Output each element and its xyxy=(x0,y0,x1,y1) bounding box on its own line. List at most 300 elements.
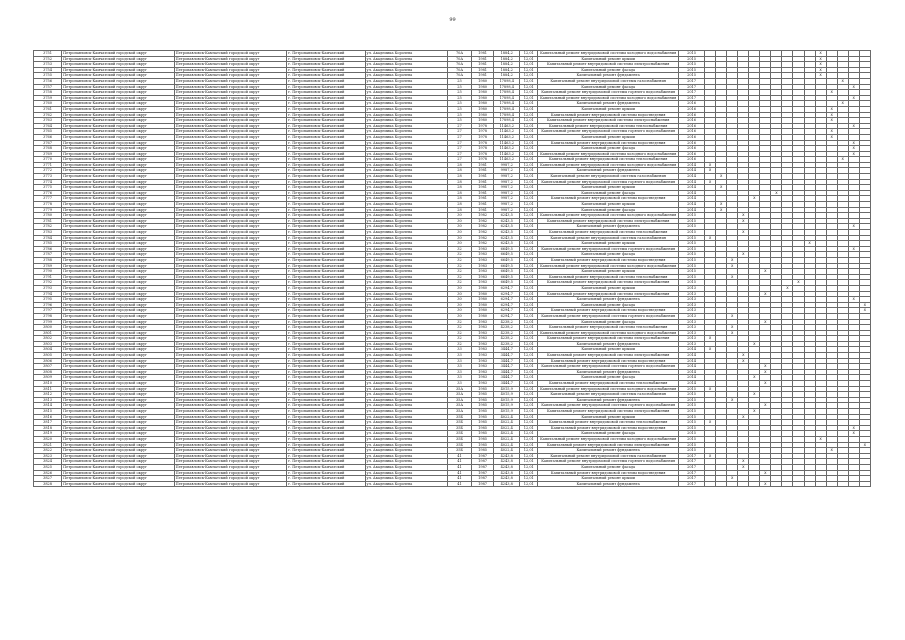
build-year-cell: 1982 xyxy=(472,224,494,230)
municipality-cell: Петропавловск-Камчатский городской округ xyxy=(62,313,175,319)
municipality-cell: Петропавловск-Камчатский городской округ xyxy=(174,274,287,280)
municipality-cell: Петропавловск-Камчатский городской округ xyxy=(62,285,175,291)
street-cell: ул. Академика Королева xyxy=(365,162,447,168)
empty-mark-cell xyxy=(859,481,870,487)
city-cell: г. Петропавловск-Камчатский xyxy=(287,358,365,364)
house-number-cell: 32 xyxy=(447,325,471,331)
rate-cell: 12,01 xyxy=(520,375,538,381)
x-mark-cell: X xyxy=(727,476,738,482)
year-cell: 2015 xyxy=(679,230,705,236)
work-type-cell: Капитальный ремонт внутридомовой системы газоснабжения xyxy=(538,453,679,459)
rate-cell: 12,01 xyxy=(520,302,538,308)
city-cell: г. Петропавловск-Камчатский xyxy=(287,78,365,84)
x-mark-cell: X xyxy=(760,319,771,325)
city-cell: г. Петропавловск-Камчатский xyxy=(287,308,365,314)
street-cell: ул. Академика Королева xyxy=(365,230,447,236)
area-cell: 11463,2 xyxy=(494,129,520,135)
municipality-cell: Петропавловск-Камчатский городской округ xyxy=(174,336,287,342)
house-number-cell: 25 xyxy=(447,84,471,90)
municipality-cell: Петропавловск-Камчатский городской округ xyxy=(174,476,287,482)
area-cell: 4243,8 xyxy=(494,453,520,459)
build-year-cell: 1987 xyxy=(472,459,494,465)
street-cell: ул. Академика Королева xyxy=(365,67,447,73)
house-number-cell: 35Б xyxy=(447,442,471,448)
x-mark-cell: X xyxy=(749,409,760,415)
empty-mark-cell xyxy=(705,481,716,487)
x-mark-cell: X xyxy=(793,280,804,286)
rate-cell: 12,01 xyxy=(520,213,538,219)
street-cell: ул. Академика Королева xyxy=(365,392,447,398)
area-cell: 6294,7 xyxy=(494,302,520,308)
street-cell: ул. Академика Королева xyxy=(365,353,447,359)
area-cell: 1884,2 xyxy=(494,56,520,62)
work-type-cell: Капитальный ремонт крыши xyxy=(538,106,679,112)
municipality-cell: Петропавловск-Камчатский городской округ xyxy=(174,470,287,476)
city-cell: г. Петропавловск-Камчатский xyxy=(287,51,365,57)
x-mark-cell: X xyxy=(837,101,848,107)
street-cell: ул. Академика Королева xyxy=(365,425,447,431)
x-mark-cell: X xyxy=(848,84,859,90)
house-number-cell: 27 xyxy=(447,129,471,135)
area-cell: 4015,9 xyxy=(494,386,520,392)
x-mark-cell: X xyxy=(716,207,727,213)
row-id-cell: 3779 xyxy=(34,207,62,213)
year-cell: 2016 xyxy=(679,129,705,135)
municipality-cell: Петропавловск-Камчатский городской округ xyxy=(62,90,175,96)
build-year-cell: 1983 xyxy=(472,358,494,364)
street-cell: ул. Академика Королева xyxy=(365,263,447,269)
x-mark-cell: X xyxy=(815,67,826,73)
street-cell: ул. Академика Королева xyxy=(365,62,447,68)
street-cell: ул. Академика Королева xyxy=(365,470,447,476)
row-id-cell: 3781 xyxy=(34,218,62,224)
year-cell: 2015 xyxy=(679,218,705,224)
house-number-cell: 32 xyxy=(447,341,471,347)
build-year-cell: 1982 xyxy=(472,230,494,236)
house-number-cell: 27 xyxy=(447,140,471,146)
area-cell: 1884,2 xyxy=(494,73,520,79)
area-cell: 11463,2 xyxy=(494,123,520,129)
municipality-cell: Петропавловск-Камчатский городской округ xyxy=(174,291,287,297)
municipality-cell: Петропавловск-Камчатский городской округ xyxy=(62,269,175,275)
work-type-cell: Капитальный ремонт внутридомовой системы холодного водоснабжения xyxy=(538,436,679,442)
city-cell: г. Петропавловск-Камчатский xyxy=(287,336,365,342)
row-id-cell: 3821 xyxy=(34,442,62,448)
street-cell: ул. Академика Королева xyxy=(365,252,447,258)
build-year-cell: 1978 xyxy=(472,157,494,163)
area-cell: 4243,8 xyxy=(494,470,520,476)
build-year-cell: 1980 xyxy=(472,313,494,319)
city-cell: г. Петропавловск-Камчатский xyxy=(287,179,365,185)
municipality-cell: Петропавловск-Камчатский городской округ xyxy=(62,403,175,409)
row-id-cell: 3787 xyxy=(34,252,62,258)
rate-cell: 12,01 xyxy=(520,319,538,325)
street-cell: ул. Академика Королева xyxy=(365,325,447,331)
rate-cell: 12,01 xyxy=(520,358,538,364)
build-year-cell: 1980 xyxy=(472,84,494,90)
city-cell: г. Петропавловск-Камчатский xyxy=(287,269,365,275)
municipality-cell: Петропавловск-Камчатский городской округ xyxy=(62,235,175,241)
area-cell: 4015,9 xyxy=(494,403,520,409)
rate-cell: 12,01 xyxy=(520,90,538,96)
city-cell: г. Петропавловск-Камчатский xyxy=(287,146,365,152)
year-cell: 2015 xyxy=(679,235,705,241)
build-year-cell: 1982 xyxy=(472,218,494,224)
area-cell: 4238,2 xyxy=(494,325,520,331)
work-type-cell: Капитальный ремонт внутридомовой системы водоотведения xyxy=(538,308,679,314)
row-id-cell: 3804 xyxy=(34,347,62,353)
house-number-cell: 33 xyxy=(447,347,471,353)
empty-mark-cell xyxy=(804,481,815,487)
year-cell: 2014 xyxy=(679,162,705,168)
work-type-cell: Капитальный ремонт внутридомовой системы горячего водоснабжения xyxy=(538,179,679,185)
house-number-cell: 28 xyxy=(447,202,471,208)
build-year-cell: 1983 xyxy=(472,369,494,375)
rate-cell: 12,01 xyxy=(520,174,538,180)
rate-cell: 12,01 xyxy=(520,381,538,387)
street-cell: ул. Академика Королева xyxy=(365,308,447,314)
municipality-cell: Петропавловск-Камчатский городской округ xyxy=(62,369,175,375)
rate-cell: 12,01 xyxy=(520,409,538,415)
row-id-cell: 3825 xyxy=(34,464,62,470)
row-id-cell: 3793 xyxy=(34,285,62,291)
municipality-cell: Петропавловск-Камчатский городской округ xyxy=(174,381,287,387)
street-cell: ул. Академика Королева xyxy=(365,168,447,174)
municipality-cell: Петропавловск-Камчатский городской округ xyxy=(174,134,287,140)
street-cell: ул. Академика Королева xyxy=(365,179,447,185)
empty-mark-cell xyxy=(738,481,749,487)
municipality-cell: Петропавловск-Камчатский городской округ xyxy=(174,185,287,191)
municipality-cell: Петропавловск-Камчатский городской округ xyxy=(62,134,175,140)
street-cell: ул. Академика Королева xyxy=(365,364,447,370)
row-id-cell: 3822 xyxy=(34,448,62,454)
area-cell: 4022,4 xyxy=(494,448,520,454)
work-type-cell: Капитальный ремонт внутридомовой системы электроснабжения xyxy=(538,336,679,342)
build-year-cell: 1980 xyxy=(472,78,494,84)
municipality-cell: Петропавловск-Камчатский городской округ xyxy=(62,190,175,196)
municipality-cell: Петропавловск-Камчатский городской округ xyxy=(174,325,287,331)
year-cell: 2015 xyxy=(679,409,705,415)
build-year-cell: 1987 xyxy=(472,464,494,470)
municipality-cell: Петропавловск-Камчатский городской округ xyxy=(174,140,287,146)
row-id-cell: 3828 xyxy=(34,481,62,487)
house-number-cell: 28 xyxy=(447,207,471,213)
work-type-cell: Капитальный ремонт фасада xyxy=(538,319,679,325)
x-mark-cell: X xyxy=(727,330,738,336)
build-year-cell: 1987 xyxy=(472,453,494,459)
municipality-cell: Петропавловск-Камчатский городской округ xyxy=(62,241,175,247)
year-cell: 2017 xyxy=(679,84,705,90)
year-cell: 2015 xyxy=(679,436,705,442)
city-cell: г. Петропавловск-Камчатский xyxy=(287,420,365,426)
rate-cell: 12,01 xyxy=(520,464,538,470)
year-cell: 2015 xyxy=(679,224,705,230)
area-cell: 9987,2 xyxy=(494,179,520,185)
city-cell: г. Петропавловск-Камчатский xyxy=(287,257,365,263)
row-id-cell: 3805 xyxy=(34,353,62,359)
municipality-cell: Петропавловск-Камчатский городской округ xyxy=(174,90,287,96)
build-year-cell: 1983 xyxy=(472,319,494,325)
rate-cell: 12,01 xyxy=(520,436,538,442)
empty-mark-cell xyxy=(826,481,837,487)
work-type-cell: Капитальный ремонт внутридомовой системы холодного водоснабжения xyxy=(538,213,679,219)
house-number-cell: 70А xyxy=(447,67,471,73)
city-cell: г. Петропавловск-Камчатский xyxy=(287,246,365,252)
x-mark-cell: X xyxy=(760,403,771,409)
municipality-cell: Петропавловск-Камчатский городской округ xyxy=(62,185,175,191)
work-type-cell: Капитальный ремонт внутридомовой системы горячего водоснабжения xyxy=(538,459,679,465)
year-cell: 2013 xyxy=(679,302,705,308)
municipality-cell: Петропавловск-Камчатский городской округ xyxy=(62,112,175,118)
x-mark-cell: X xyxy=(826,118,837,124)
rate-cell: 12,01 xyxy=(520,325,538,331)
row-id-cell: 3800 xyxy=(34,325,62,331)
row-id-cell: 3774 xyxy=(34,179,62,185)
house-number-cell: 28 xyxy=(447,162,471,168)
street-cell: ул. Академика Королева xyxy=(365,285,447,291)
municipality-cell: Петропавловск-Камчатский городской округ xyxy=(174,319,287,325)
build-year-cell: 1981 xyxy=(472,207,494,213)
year-cell: 2015 xyxy=(679,263,705,269)
rate-cell: 12,01 xyxy=(520,185,538,191)
municipality-cell: Петропавловск-Камчатский городской округ xyxy=(62,353,175,359)
year-cell: 2014 xyxy=(679,185,705,191)
street-cell: ул. Академика Королева xyxy=(365,381,447,387)
area-cell: 6294,7 xyxy=(494,291,520,297)
rate-cell: 12,01 xyxy=(520,420,538,426)
work-type-cell: Капитальный ремонт внутридомовой системы теплоснабжения xyxy=(538,325,679,331)
area-cell: 4022,4 xyxy=(494,414,520,420)
area-cell: 6649,5 xyxy=(494,269,520,275)
build-year-cell: 1983 xyxy=(472,353,494,359)
municipality-cell: Петропавловск-Камчатский городской округ xyxy=(174,257,287,263)
build-year-cell: 1980 xyxy=(472,106,494,112)
x-mark-cell: X xyxy=(705,386,716,392)
build-year-cell: 1982 xyxy=(472,213,494,219)
city-cell: г. Петропавловск-Камчатский xyxy=(287,325,365,331)
x-mark-cell: X xyxy=(705,235,716,241)
municipality-cell: Петропавловск-Камчатский городской округ xyxy=(174,308,287,314)
rate-cell: 12,01 xyxy=(520,285,538,291)
city-cell: г. Петропавловск-Камчатский xyxy=(287,151,365,157)
work-type-cell: Капитальный ремонт внутридомовой системы водоотведения xyxy=(538,425,679,431)
build-year-cell: 1980 xyxy=(472,297,494,303)
rate-cell: 12,01 xyxy=(520,51,538,57)
city-cell: г. Петропавловск-Камчатский xyxy=(287,313,365,319)
street-cell: ул. Академика Королева xyxy=(365,112,447,118)
year-cell: 2016 xyxy=(679,151,705,157)
street-cell: ул. Академика Королева xyxy=(365,442,447,448)
year-cell: 2017 xyxy=(679,453,705,459)
area-cell: 6243,5 xyxy=(494,241,520,247)
street-cell: ул. Академика Королева xyxy=(365,196,447,202)
street-cell: ул. Академика Королева xyxy=(365,56,447,62)
municipality-cell: Петропавловск-Камчатский городской округ xyxy=(174,448,287,454)
empty-mark-cell xyxy=(771,481,782,487)
year-cell: 2013 xyxy=(679,330,705,336)
build-year-cell: 1981 xyxy=(472,179,494,185)
street-cell: ул. Академика Королева xyxy=(365,218,447,224)
city-cell: г. Петропавловск-Камчатский xyxy=(287,118,365,124)
area-cell: 3444,7 xyxy=(494,375,520,381)
work-type-cell: Капитальный ремонт фундамента xyxy=(538,481,679,487)
x-mark-cell: X xyxy=(716,174,727,180)
x-mark-cell: X xyxy=(705,168,716,174)
work-type-cell: Капитальный ремонт внутридомовой системы теплоснабжения xyxy=(538,123,679,129)
work-type-cell: Капитальный ремонт фасада xyxy=(538,464,679,470)
municipality-cell: Петропавловск-Камчатский городской округ xyxy=(62,274,175,280)
x-mark-cell: X xyxy=(705,336,716,342)
build-year-cell: 1985 xyxy=(472,397,494,403)
year-cell: 2016 xyxy=(679,112,705,118)
row-id-cell: 3801 xyxy=(34,330,62,336)
city-cell: г. Петропавловск-Камчатский xyxy=(287,409,365,415)
build-year-cell: 1987 xyxy=(472,470,494,476)
rate-cell: 12,01 xyxy=(520,448,538,454)
municipality-cell: Петропавловск-Камчатский городской округ xyxy=(174,252,287,258)
area-cell: 9987,2 xyxy=(494,185,520,191)
area-cell: 6294,7 xyxy=(494,285,520,291)
house-number-cell: 35А xyxy=(447,403,471,409)
work-type-cell: Капитальный ремонт внутридомовой системы холодного водоснабжения xyxy=(538,151,679,157)
area-cell: 11463,2 xyxy=(494,134,520,140)
rate-cell: 12,01 xyxy=(520,168,538,174)
street-cell: ул. Академика Королева xyxy=(365,431,447,437)
municipality-cell: Петропавловск-Камчатский городской округ xyxy=(174,481,287,487)
x-mark-cell: X xyxy=(815,51,826,57)
street-cell: ул. Академика Королева xyxy=(365,129,447,135)
x-mark-cell: X xyxy=(760,269,771,275)
row-id-cell: 3769 xyxy=(34,151,62,157)
row-id-cell: 3758 xyxy=(34,90,62,96)
rate-cell: 12,01 xyxy=(520,190,538,196)
street-cell: ул. Академика Королева xyxy=(365,90,447,96)
work-type-cell: Капитальный ремонт крыши xyxy=(538,476,679,482)
city-cell: г. Петропавловск-Камчатский xyxy=(287,392,365,398)
municipality-cell: Петропавловск-Камчатский городской округ xyxy=(62,358,175,364)
row-id-cell: 3823 xyxy=(34,453,62,459)
x-mark-cell: X xyxy=(738,218,749,224)
municipality-cell: Петропавловск-Камчатский городской округ xyxy=(62,118,175,124)
area-cell: 9987,2 xyxy=(494,168,520,174)
municipality-cell: Петропавловск-Камчатский городской округ xyxy=(62,230,175,236)
municipality-cell: Петропавловск-Камчатский городской округ xyxy=(62,453,175,459)
area-cell: 9987,2 xyxy=(494,162,520,168)
rate-cell: 12,01 xyxy=(520,280,538,286)
work-type-cell: Капитальный ремонт фундамента xyxy=(538,224,679,230)
municipality-cell: Петропавловск-Камчатский городской округ xyxy=(174,62,287,68)
area-cell: 4238,2 xyxy=(494,336,520,342)
x-mark-cell: X xyxy=(815,56,826,62)
row-id-cell: 3807 xyxy=(34,364,62,370)
year-cell: 2015 xyxy=(679,386,705,392)
house-number-cell: 30 xyxy=(447,297,471,303)
build-year-cell: 1978 xyxy=(472,146,494,152)
row-id-cell: 3764 xyxy=(34,123,62,129)
area-cell: 17898,4 xyxy=(494,101,520,107)
x-mark-cell: X xyxy=(859,308,870,314)
municipality-cell: Петропавловск-Камчатский городской округ xyxy=(174,269,287,275)
rate-cell: 12,01 xyxy=(520,241,538,247)
rate-cell: 12,01 xyxy=(520,218,538,224)
work-type-cell: Капитальный ремонт внутридомовой системы горячего водоснабжения xyxy=(538,90,679,96)
x-mark-cell: X xyxy=(727,325,738,331)
x-mark-cell: X xyxy=(859,442,870,448)
municipality-cell: Петропавловск-Камчатский городской округ xyxy=(174,73,287,79)
city-cell: г. Петропавловск-Камчатский xyxy=(287,397,365,403)
row-id-cell: 3788 xyxy=(34,257,62,263)
municipality-cell: Петропавловск-Камчатский городской округ xyxy=(174,202,287,208)
work-type-cell: Капитальный ремонт крыши xyxy=(538,56,679,62)
year-cell: 2013 xyxy=(679,319,705,325)
city-cell: г. Петропавловск-Камчатский xyxy=(287,174,365,180)
area-cell: 4243,8 xyxy=(494,464,520,470)
x-mark-cell: X xyxy=(738,464,749,470)
x-mark-cell: X xyxy=(837,157,848,163)
build-year-cell: 1985 xyxy=(472,420,494,426)
municipality-cell: Петропавловск-Камчатский городской округ xyxy=(174,386,287,392)
work-type-cell: Капитальный ремонт внутридомовой системы водоотведения xyxy=(538,196,679,202)
x-mark-cell: X xyxy=(804,241,815,247)
build-year-cell: 1980 xyxy=(472,90,494,96)
municipality-cell: Петропавловск-Камчатский городской округ xyxy=(62,62,175,68)
year-cell: 2017 xyxy=(679,78,705,84)
year-cell: 2013 xyxy=(679,297,705,303)
street-cell: ул. Академика Королева xyxy=(365,403,447,409)
rate-cell: 12,01 xyxy=(520,84,538,90)
build-year-cell: 1981 xyxy=(472,162,494,168)
work-type-cell: Капитальный ремонт внутридомовой системы электроснабжения xyxy=(538,409,679,415)
house-number-cell: 33 xyxy=(447,369,471,375)
build-year-cell: 1985 xyxy=(472,392,494,398)
city-cell: г. Петропавловск-Камчатский xyxy=(287,425,365,431)
municipality-cell: Петропавловск-Камчатский городской округ xyxy=(174,453,287,459)
street-cell: ул. Академика Королева xyxy=(365,409,447,415)
house-number-cell: 41 xyxy=(447,453,471,459)
municipality-cell: Петропавловск-Камчатский городской округ xyxy=(174,369,287,375)
x-mark-cell: X xyxy=(738,358,749,364)
row-id-cell: 3803 xyxy=(34,341,62,347)
work-type-cell: Капитальный ремонт фасада xyxy=(538,431,679,437)
page-number: 99 xyxy=(449,17,456,23)
street-cell: ул. Академика Королева xyxy=(365,151,447,157)
municipality-cell: Петропавловск-Камчатский городской округ xyxy=(62,414,175,420)
build-year-cell: 1980 xyxy=(472,285,494,291)
municipality-cell: Петропавловск-Камчатский городской округ xyxy=(174,364,287,370)
rate-cell: 12,01 xyxy=(520,386,538,392)
rate-cell: 12,01 xyxy=(520,347,538,353)
year-cell: 2015 xyxy=(679,414,705,420)
year-cell: 2016 xyxy=(679,101,705,107)
row-id-cell: 3753 xyxy=(34,62,62,68)
build-year-cell: 1978 xyxy=(472,134,494,140)
city-cell: г. Петропавловск-Камчатский xyxy=(287,448,365,454)
city-cell: г. Петропавловск-Камчатский xyxy=(287,162,365,168)
work-type-cell: Капитальный ремонт внутридомовой системы теплоснабжения xyxy=(538,157,679,163)
city-cell: г. Петропавловск-Камчатский xyxy=(287,414,365,420)
municipality-cell: Петропавловск-Камчатский городской округ xyxy=(62,425,175,431)
row-id-cell: 3797 xyxy=(34,308,62,314)
build-year-cell: 1981 xyxy=(472,51,494,57)
municipality-cell: Петропавловск-Камчатский городской округ xyxy=(174,403,287,409)
year-cell: 2015 xyxy=(679,252,705,258)
x-mark-cell: X xyxy=(826,129,837,135)
city-cell: г. Петропавловск-Камчатский xyxy=(287,235,365,241)
work-type-cell: Капитальный ремонт внутридомовой системы холодного водоснабжения xyxy=(538,386,679,392)
x-mark-cell: X xyxy=(727,397,738,403)
house-number-cell: 32 xyxy=(447,252,471,258)
area-cell: 1884,2 xyxy=(494,51,520,57)
